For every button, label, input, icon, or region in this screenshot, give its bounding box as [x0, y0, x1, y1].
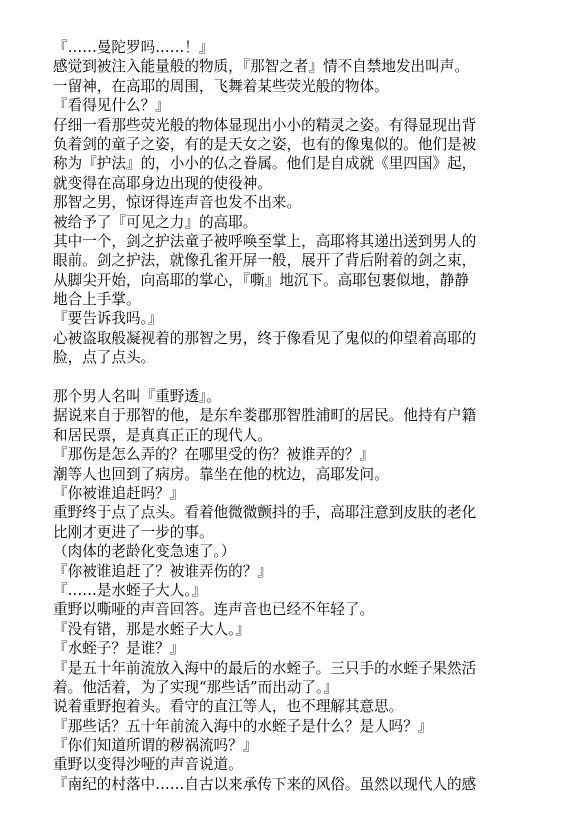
text-line: 『是五十年前流放入海中的最后的水蛭子。三只手的水蛭子果然活 — [53, 659, 477, 677]
text-line: 『没有错，那是水蛭子大人。』 — [53, 620, 251, 638]
text-line: 『……是水蛭子大人。』 — [53, 581, 207, 599]
text-line: 『南纪的村落中……自古以来承传下来的风俗。虽然以现代人的感 — [53, 775, 477, 793]
text-line: 『……曼陀罗吗……！』 — [53, 39, 214, 56]
paragraph-gap — [53, 368, 529, 387]
text-line: 被给予了『可见之力』的高耶。 — [53, 213, 258, 231]
text-line: （肉体的老龄化变急速了。） — [53, 543, 236, 561]
text-line: 眼前。剑之护法，就像孔雀开屏一般，展开了背后附着的剑之束， — [53, 252, 477, 270]
text-line: 潮等人也回到了病房。靠坐在他的枕边，高耶发问。 — [53, 465, 389, 483]
document-page — [53, 38, 529, 794]
text-line: 据说来自于那智的他，是东牟娄郡那智胜浦町的居民。他持有户籍 — [53, 407, 477, 425]
text-line: 『你被谁追赶了？被谁弄伤的？』 — [53, 562, 272, 580]
text-line: 感觉到被注入能量般的物质，『那智之者』情不自禁地发出叫声。 — [53, 58, 469, 76]
text-line: 就变得在高耶身边出现的使役神。 — [53, 174, 272, 192]
text-line: 『你们知道所谓的秽祸流吗？』 — [53, 737, 258, 755]
text-line: 『水蛭子？是谁？』 — [53, 640, 185, 658]
text-line: 脸，点了点头。 — [53, 349, 156, 367]
text-line: 仔细一看那些荧光般的物体显现出小小的精灵之姿。有得显现出背 — [53, 116, 477, 134]
text-line: 那智之男，惊讶得连声音也发不出来。 — [53, 194, 302, 212]
text-line: 负着剑的童子之姿，有的是天女之姿，也有的像鬼似的。他们是被 — [53, 135, 477, 153]
text-line: 着。他活着，为了实现“那些话”而出动了。』 — [53, 678, 338, 696]
text-line: 『要告诉我吗。』 — [53, 310, 163, 328]
text-line: 『看得见什么？』 — [53, 97, 170, 115]
text-line: 重野以变得沙哑的声音说道。 — [53, 756, 243, 774]
text-line: 一留神，在高耶的周围，飞舞着某些荧光般的物体。 — [53, 77, 389, 95]
text-line: 比刚才更进了一步的事。 — [53, 523, 214, 541]
text-line: 那个男人名叫『重野透』。 — [53, 388, 221, 406]
text-line: 重野以嘶哑的声音回答。连声音也已经不年轻了。 — [53, 601, 375, 619]
text-line: 『那伤是怎么弄的？在哪里受的伤？被谁弄的？』 — [53, 446, 375, 464]
text-line: 重野终于点了点头。看着他微微颤抖的手，高耶注意到皮肤的老化 — [53, 504, 477, 522]
text-line: 地合上手掌。 — [53, 291, 141, 309]
text-line: 说着重野抱着头。看守的直江等人，也不理解其意思。 — [53, 698, 404, 716]
text-line: 从脚尖开始，向高耶的掌心，『嘶』地沉下。高耶包裹似地，静静 — [53, 271, 469, 289]
text-line: 和居民票，是真真正正的现代人。 — [53, 426, 272, 444]
text-line: 『你被谁追赶吗？』 — [53, 484, 185, 502]
text-line: 称为『护法』的，小小的仏之眷属。他们是自成就《里四国》起， — [53, 155, 477, 173]
text-line: 心被盗取般凝视着的那智之男，终于像看见了鬼似的仰望着高耶的 — [53, 329, 477, 347]
text-line: 其中一个，剑之护法童子被呼唤至掌上，高耶将其递出送到男人的 — [53, 232, 477, 250]
text-line: 『那些话？五十年前流入海中的水蛭子是什么？是人吗？』 — [53, 717, 433, 735]
